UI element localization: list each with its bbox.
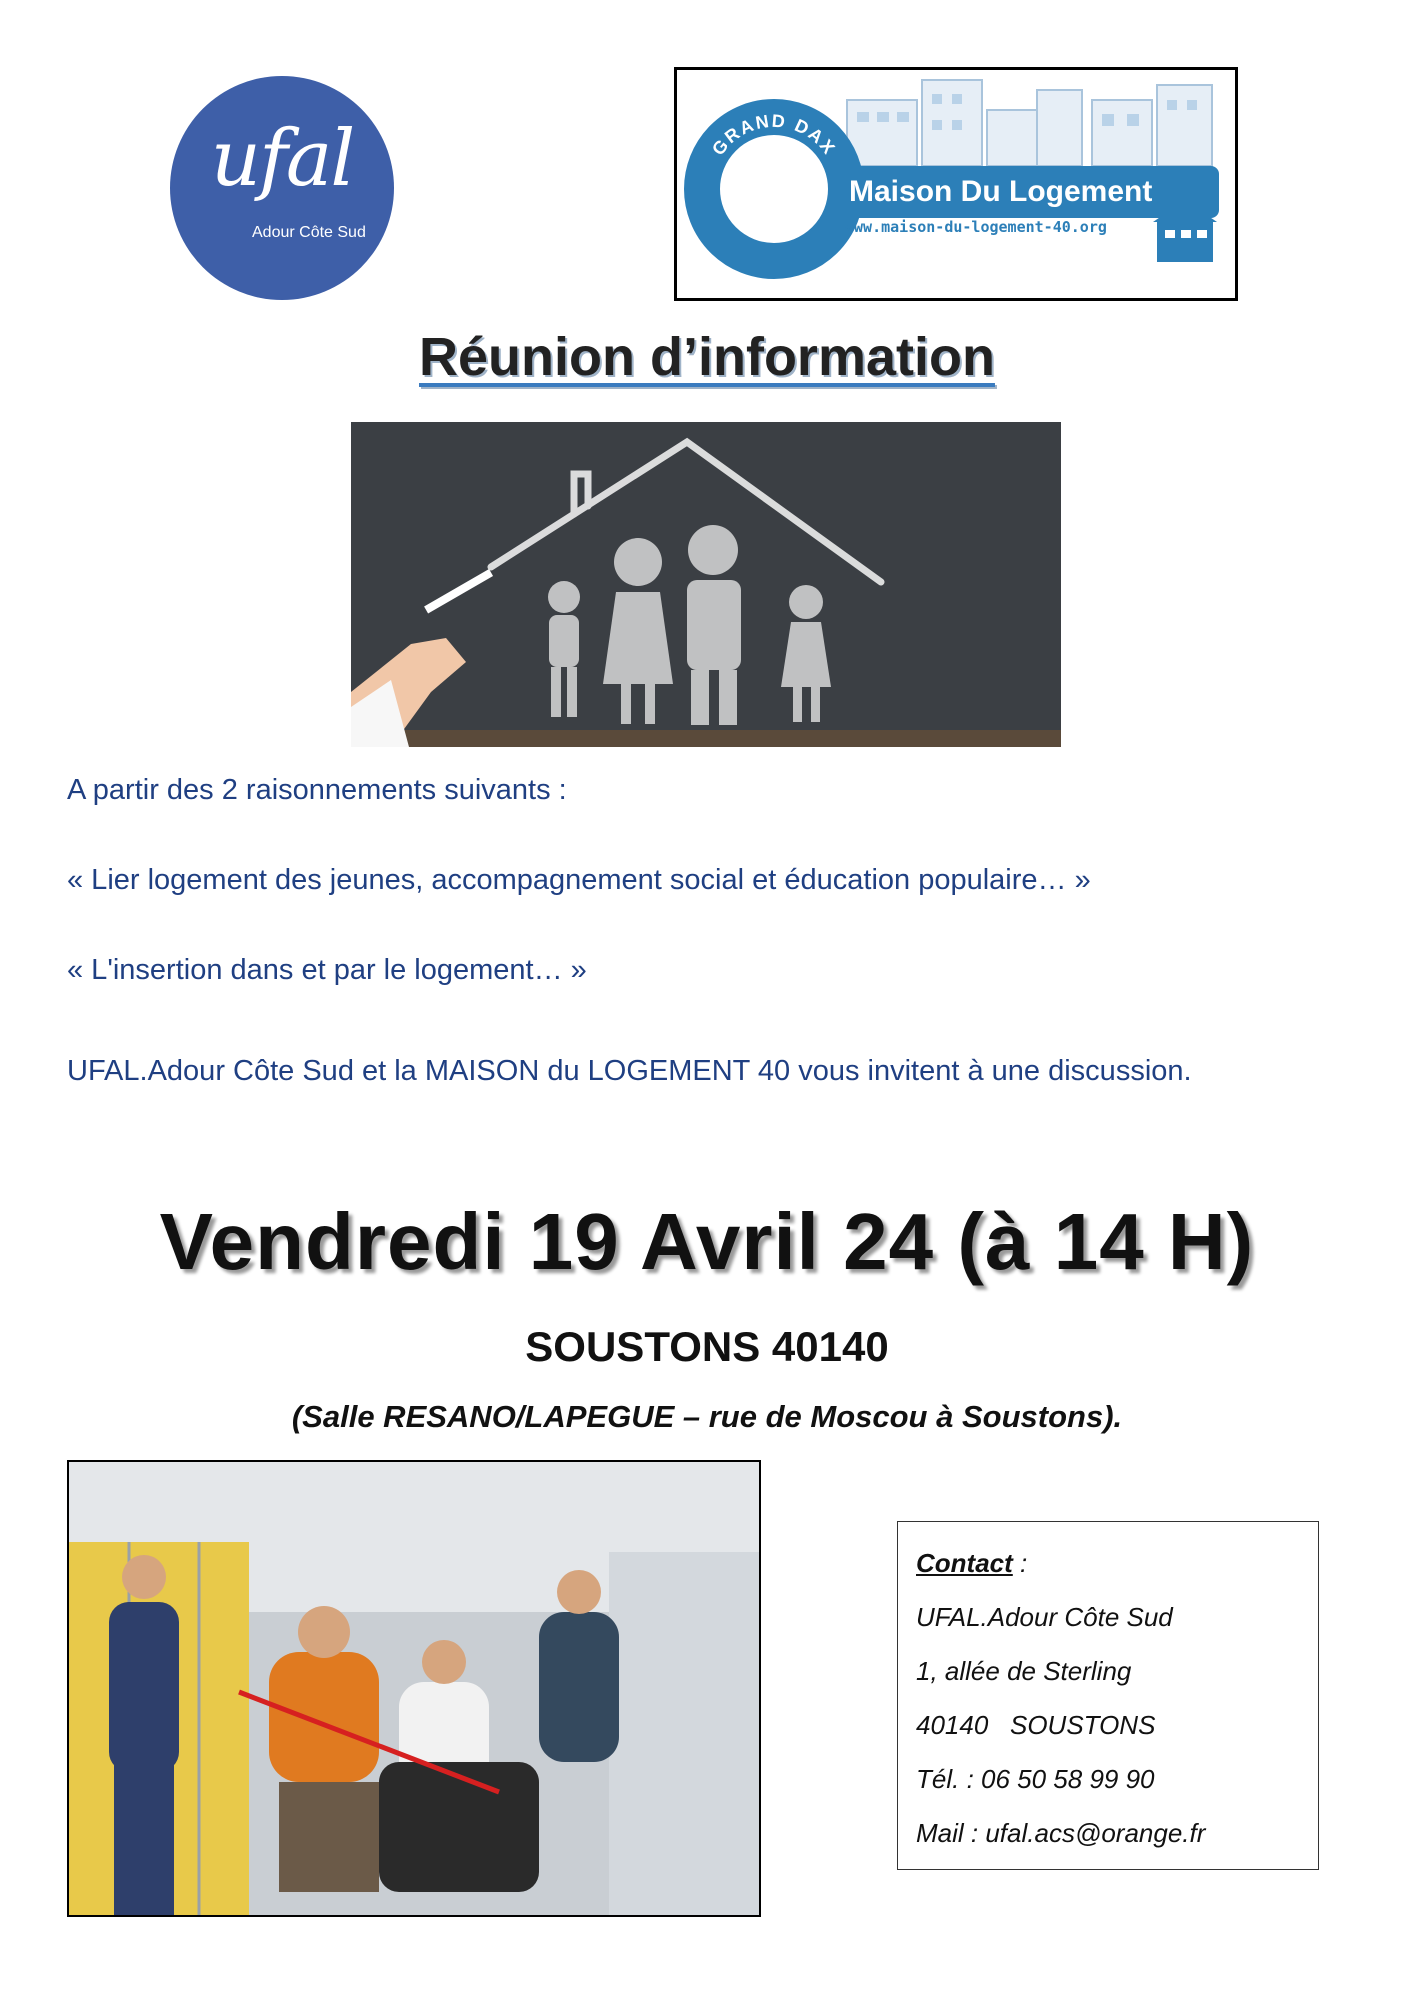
intro-text: A partir des 2 raisonnements suivants : [67,774,567,806]
page-title-text: Réunion d’information [419,327,995,387]
event-city: SOUSTONS 40140 [525,1323,889,1370]
ufal-logo [170,76,394,300]
contact-heading [916,1536,1300,1590]
contact-address: 1, allée de Sterling [916,1656,1132,1686]
contact-org: UFAL.Adour Côte Sud [916,1602,1173,1632]
maison-logo-url: www.maison-du-logement-40.org [845,218,1107,236]
quote-insertion: « L'insertion dans et par le logement… » [67,954,587,986]
contact-label: Contact [916,1548,1013,1578]
celebration-photo [67,1460,761,1917]
contact-label-suffix: : [1012,1548,1028,1578]
contact-postal: 40140 SOUSTONS [916,1710,1156,1740]
maison-du-logement-logo [674,67,1238,301]
event-venue: (Salle RESANO/LAPEGUE – rue de Moscou à Soustons). [291,1399,1123,1434]
chalkboard-family-image [351,422,1061,747]
contact-box [897,1521,1319,1870]
quote-youth-housing: « Lier logement des jeunes, accompagnement social et éducation populaire… » [67,864,1091,896]
svg-text:LANDES [732,212,816,244]
maison-arc-top: GRAND DAX [708,110,841,160]
ufal-logo-script: ufal [210,114,354,204]
ufal-logo-subtitle: Adour Côte Sud [252,224,366,241]
contact-phone: Tél. : 06 50 58 99 90 [916,1764,1155,1794]
invitation-text: UFAL.Adour Côte Sud et la MAISON du LOGEMENT 40 vous invitent à une discussion. [67,1055,1192,1087]
maison-arc-bottom: LANDES [732,211,816,245]
contact-mail: Mail : ufal.acs@orange.fr [916,1818,1206,1848]
page-title [0,326,1414,388]
event-date: Vendredi 19 Avril 24 (à 14 H) [159,1197,1255,1286]
maison-logo-title: Maison Du Logement [839,166,1219,218]
svg-text:GRAND DAX [708,111,840,159]
